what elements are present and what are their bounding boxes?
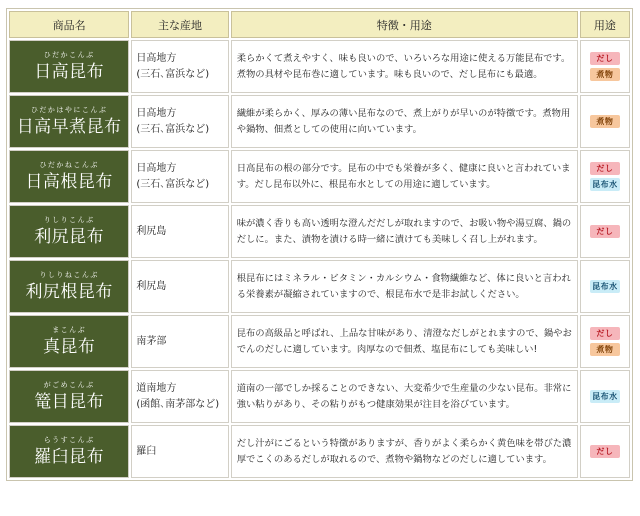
uses-cell <box>580 425 630 478</box>
product-name-cell <box>9 40 129 93</box>
use-badge-kobusui: 昆布水 <box>590 390 620 403</box>
use-badge-dashi: だし <box>590 52 620 65</box>
product-reading: ひだかこんぶ <box>43 50 95 59</box>
product-name-cell <box>9 260 129 313</box>
product-reading: りしりねこんぶ <box>39 270 99 279</box>
product-name-cell <box>9 205 129 258</box>
product-name: 羅臼昆布 <box>34 446 105 467</box>
uses-cell <box>580 40 630 93</box>
use-badge-dashi: だし <box>590 225 620 238</box>
region-cell <box>131 40 228 93</box>
region-cell <box>131 260 228 313</box>
product-name-cell <box>9 315 129 368</box>
region-detail: (函館､南茅部など) <box>136 398 220 410</box>
region-cell <box>131 315 228 368</box>
table-row <box>9 150 630 203</box>
uses-cell <box>580 205 630 258</box>
product-name: 篭目昆布 <box>34 391 105 412</box>
region-detail: (三石､富浜など) <box>136 123 210 135</box>
description-cell: 柔らかくて煮えやすく、味も良いので、いろいろな用途に使える万能昆布です。煮物の具材や昆布巻に適しています。味も良いので、だし昆布にも最適。 <box>231 40 578 93</box>
use-badge-dashi: だし <box>590 327 620 340</box>
product-name: 日高昆布 <box>34 61 105 82</box>
header-uses: 用途 <box>580 11 630 38</box>
table-row <box>9 260 630 313</box>
description-cell: 日高昆布の根の部分です。昆布の中でも栄養が多く、健康に良いと言われています。だし昆布以外に、根昆布水としての用途に適しています。 <box>231 150 578 203</box>
product-name-cell <box>9 150 129 203</box>
use-badge-nimono: 煮物 <box>590 115 620 128</box>
region-primary: 利尻島 <box>136 280 167 292</box>
product-name: 真昆布 <box>42 336 96 357</box>
product-name: 利尻昆布 <box>34 226 105 247</box>
table-row <box>9 205 630 258</box>
region-primary: 南茅部 <box>136 335 167 347</box>
region-primary: 羅臼 <box>136 445 157 457</box>
use-badge-dashi: だし <box>590 162 620 175</box>
description-cell: 根昆布にはミネラル・ビタミン・カルシウム・食物繊維など、体に良いと言われる栄養素が凝縮されていますので、根昆布水で是非お試しください。 <box>231 260 578 313</box>
product-reading: らうすこんぶ <box>43 435 95 444</box>
uses-cell <box>580 260 630 313</box>
table-row <box>9 315 630 368</box>
region-primary: 日高地方 <box>136 107 177 119</box>
description-cell: 道南の一部でしか採ることのできない、大変希少で生産量の少ない昆布。非常に強い粘りがあり、その粘りがもつ健康効果が注目を浴びています。 <box>231 370 578 423</box>
product-name: 日高早煮昆布 <box>16 116 122 137</box>
table-row <box>9 370 630 423</box>
region-primary: 日高地方 <box>136 162 177 174</box>
kombu-table-container <box>6 8 633 481</box>
uses-cell <box>580 150 630 203</box>
product-name: 利尻根昆布 <box>25 281 113 302</box>
product-reading: ひだかはやにこんぶ <box>30 105 108 114</box>
uses-cell <box>580 315 630 368</box>
product-name-cell <box>9 425 129 478</box>
region-primary: 道南地方 <box>136 382 177 394</box>
table-row <box>9 95 630 148</box>
kombu-product-table <box>6 8 633 481</box>
region-cell <box>131 150 228 203</box>
region-primary: 日高地方 <box>136 52 177 64</box>
description-cell: だし汁がにごるという特徴がありますが、香りがよく柔らかく黄色味を帯びた濃厚でこくのあるだしが取れるので、煮物や鍋物などのだしに適しています。 <box>231 425 578 478</box>
use-badge-kobusui: 昆布水 <box>590 178 620 191</box>
header-features: 特徴・用途 <box>231 11 578 38</box>
region-cell <box>131 205 228 258</box>
uses-cell <box>580 370 630 423</box>
product-reading: りしりこんぶ <box>43 215 95 224</box>
product-name: 日高根昆布 <box>25 171 113 192</box>
uses-cell <box>580 95 630 148</box>
product-reading: がごめこんぶ <box>43 380 95 389</box>
region-cell <box>131 425 228 478</box>
region-detail: (三石､富浜など) <box>136 178 210 190</box>
use-badge-kobusui: 昆布水 <box>590 280 620 293</box>
product-name-cell <box>9 370 129 423</box>
product-reading: ひだかねこんぶ <box>39 160 99 169</box>
header-region: 主な産地 <box>131 11 228 38</box>
description-cell: 繊維が柔らかく、厚みの薄い昆布なので、煮上がりが早いのが特徴です。煮物用や鍋物、佃煮としての使用に向いています。 <box>231 95 578 148</box>
region-detail: (三石､富浜など) <box>136 68 210 80</box>
product-reading: まこんぶ <box>52 325 87 334</box>
use-badge-nimono: 煮物 <box>590 343 620 356</box>
region-primary: 利尻島 <box>136 225 167 237</box>
table-row <box>9 40 630 93</box>
region-cell <box>131 370 228 423</box>
use-badge-nimono: 煮物 <box>590 68 620 81</box>
description-cell: 味が濃く香りも高い透明な澄んだだしが取れますので、お吸い物や湯豆腐、鍋のだしに。また、漬物を漬ける時一緒に漬けても美味しく召し上がれます。 <box>231 205 578 258</box>
table-header-row <box>9 11 630 38</box>
header-product-name: 商品名 <box>9 11 129 38</box>
table-body <box>9 40 630 478</box>
product-name-cell <box>9 95 129 148</box>
region-cell <box>131 95 228 148</box>
description-cell: 昆布の高級品と呼ばれ、上品な甘味があり、清澄なだしがとれますので、鍋やおでんのだしに適しています。肉厚なので佃煮、塩昆布にしても美味しい! <box>231 315 578 368</box>
use-badge-dashi: だし <box>590 445 620 458</box>
table-row <box>9 425 630 478</box>
